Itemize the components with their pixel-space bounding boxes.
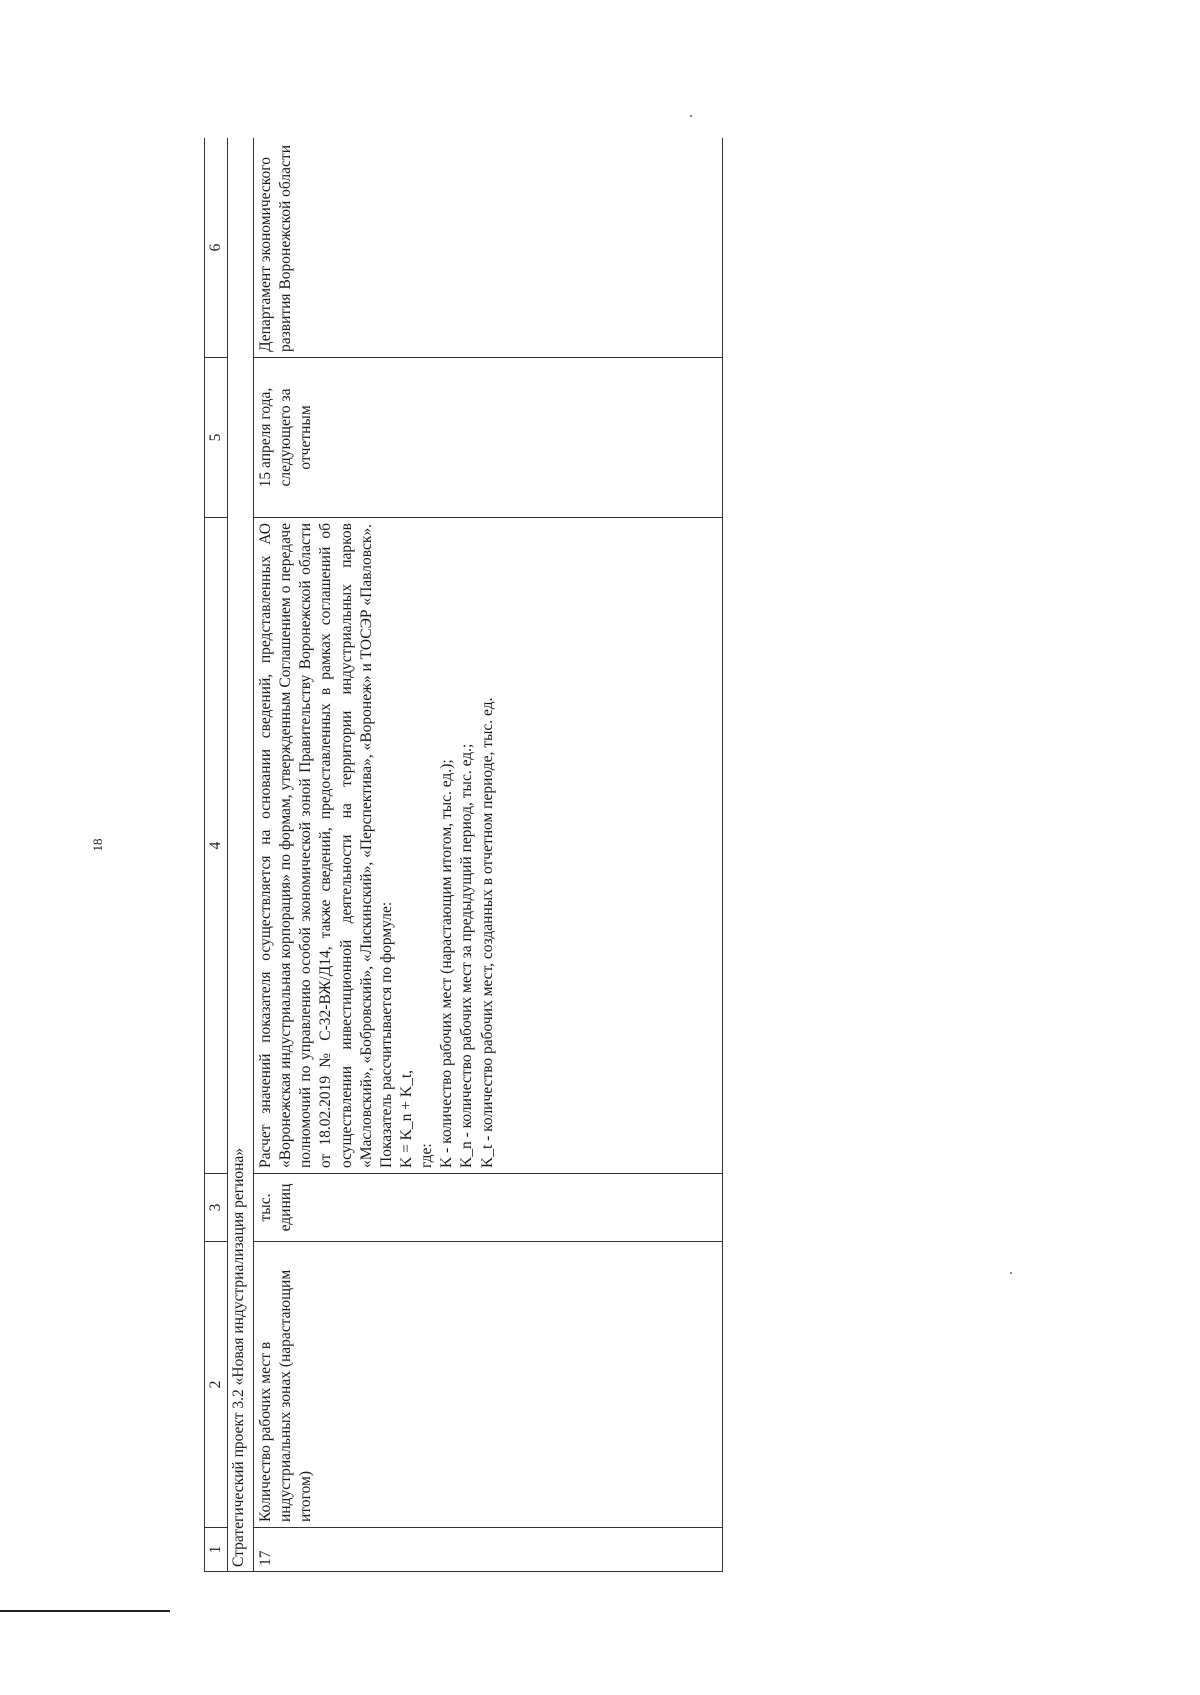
method-formula: K = K_n + K_t,: [397, 1070, 415, 1168]
section-row: [228, 138, 254, 1572]
scan-speck: [690, 115, 692, 117]
indicator-name: Количество рабочих мест в индустриальных зонах (нарастающим итогом): [254, 1242, 723, 1528]
rotated-table-content: [204, 138, 742, 1572]
table-row: [254, 138, 723, 1572]
header-col-3: 3: [205, 1174, 228, 1242]
unit-of-measure: тыс. единиц: [254, 1174, 723, 1242]
scan-edge-mark: [0, 1610, 170, 1612]
scan-speck: [1010, 1272, 1012, 1274]
row-number: 17: [254, 1528, 723, 1572]
header-col-6: 6: [205, 138, 228, 358]
section-title: Стратегический проект 3.2 «Новая индустриализация региона»: [228, 138, 254, 1572]
method-def-kn: K_n - количество рабочих мест за предыдущий период, тыс. ед.;: [458, 743, 476, 1168]
rotated-table-frame: [204, 138, 742, 1572]
table-header-row: [205, 138, 228, 1572]
responsible-body: Департамент экономического развития Воронежской области: [254, 138, 723, 358]
method-def-kt: K_t - количество рабочих мест, созданных в отчетном периоде, тыс. ед.: [478, 697, 496, 1168]
indicators-table: [204, 138, 723, 1572]
reporting-deadline: 15 апреля года, следующего за отчетным: [254, 358, 723, 518]
page-number: 18: [90, 838, 105, 852]
method-def-k: K - количество рабочих мест (нарастающим итогом, тыс. ед.);: [438, 759, 456, 1168]
method-where: где:: [418, 1143, 436, 1168]
calculation-method: [254, 518, 723, 1174]
header-col-4: 4: [205, 518, 228, 1174]
method-paragraph: Расчет значений показателя осуществляется на основании сведений, представленных АО «Воронежская индустриальная корпорация» по формам, утвержденным Соглашением о передаче полномочий по управлению особой экономической зоной Правительству Воронежской области от 18.02.2019 № С-32-ВЖ/Д14, также сведений, предоставленных в рамках соглашений об осуществлении инвестиционной деятельности на территории индустриальных парков «Масловский», «Бобровский», «Лискинский», «Перспектива», «Воронеж» и ТОСЭР «Павловск».: [257, 523, 375, 1168]
header-col-5: 5: [205, 358, 228, 518]
header-col-2: 2: [205, 1242, 228, 1528]
method-formula-intro: Показатель рассчитывается по формуле:: [377, 901, 395, 1168]
header-col-1: 1: [205, 1528, 228, 1572]
